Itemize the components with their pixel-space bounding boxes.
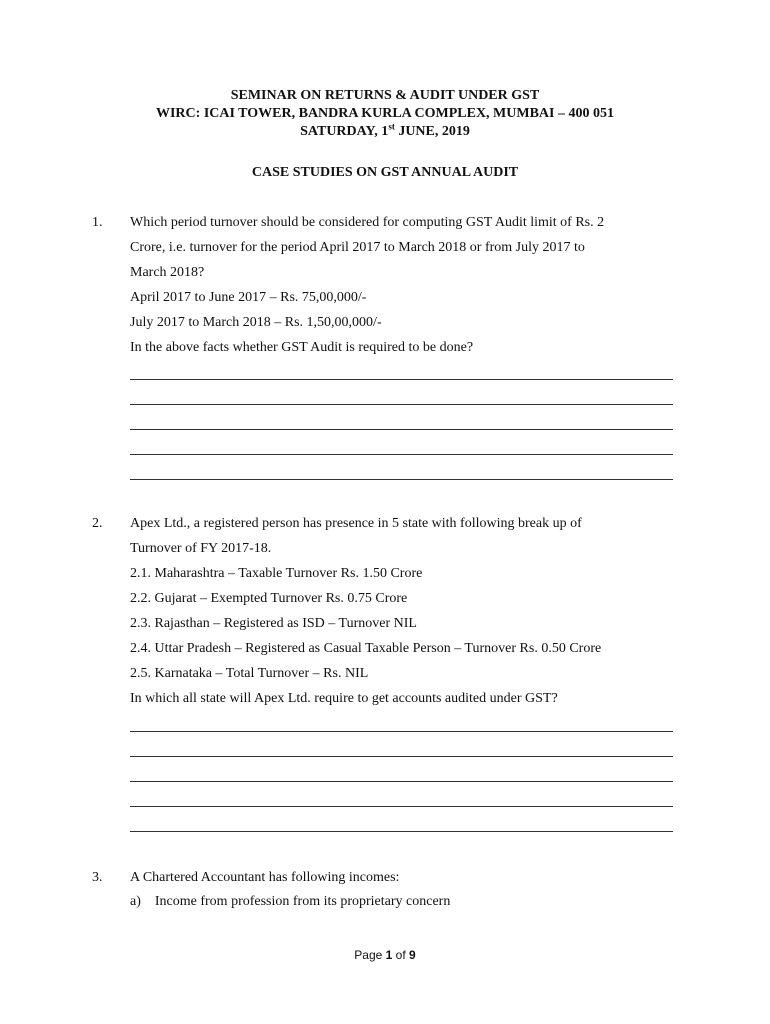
question-1-number: 1. [92, 215, 103, 230]
document-title: CASE STUDIES ON GST ANNUAL AUDIT [251, 165, 519, 180]
current-page: 1 [385, 948, 393, 962]
question-2-item-1: 2.1. Maharashtra – Taxable Turnover Rs. 1.50 Crore [130, 566, 423, 581]
answer-line[interactable] [130, 379, 673, 380]
answer-line[interactable] [130, 404, 673, 405]
total-pages: 9 [409, 948, 416, 962]
answer-line[interactable] [130, 806, 673, 807]
question-2-item-3: 2.3. Rajasthan – Registered as ISD – Turnover NIL [130, 616, 417, 631]
page-of-label: of [392, 948, 410, 962]
question-1-line-1: Which period turnover should be considered for computing GST Audit limit of Rs. 2 [130, 215, 605, 230]
question-1-question: In the above facts whether GST Audit is required to be done? [130, 340, 474, 355]
date-prefix: SATURDAY, 1 [300, 124, 389, 139]
date-ordinal: st [388, 121, 395, 132]
question-2-item-2: 2.2. Gujarat – Exempted Turnover Rs. 0.75 Crore [130, 591, 408, 606]
question-1-line-3: March 2018? [130, 265, 205, 280]
question-3-number: 3. [92, 870, 103, 885]
answer-line[interactable] [130, 429, 673, 430]
question-1-fact-2: July 2017 to March 2018 – Rs. 1,50,00,000/- [130, 315, 382, 330]
page-number [0, 948, 770, 962]
question-1-fact-1: April 2017 to June 2017 – Rs. 75,00,000/- [130, 290, 367, 305]
date-suffix: JUNE, 2019 [394, 124, 470, 139]
page-label: Page [354, 948, 386, 962]
venue-line: WIRC: ICAI TOWER, BANDRA KURLA COMPLEX, MUMBAI – 400 051 [155, 106, 614, 121]
question-2-line-2: Turnover of FY 2017-18. [130, 541, 272, 556]
question-3-line-1: A Chartered Accountant has following incomes: [130, 870, 400, 885]
question-2-item-4: 2.4. Uttar Pradesh – Registered as Casual Taxable Person – Turnover Rs. 0.50 Crore [130, 641, 602, 656]
answer-line[interactable] [130, 781, 673, 782]
question-3-item-a: a) Income from profession from its proprietary concern [130, 894, 451, 909]
answer-line[interactable] [130, 831, 673, 832]
seminar-title: SEMINAR ON RETURNS & AUDIT UNDER GST [230, 88, 540, 103]
answer-line[interactable] [130, 756, 673, 757]
date-line [0, 121, 770, 140]
question-2-question: In which all state will Apex Ltd. require to get accounts audited under GST? [130, 691, 558, 706]
question-2-item-5: 2.5. Karnataka – Total Turnover – Rs. NIL [130, 666, 369, 681]
question-1-line-2: Crore, i.e. turnover for the period April 2017 to March 2018 or from July 2017 to [130, 240, 585, 255]
answer-line[interactable] [130, 479, 673, 480]
question-2-number: 2. [92, 516, 103, 531]
question-2-line-1: Apex Ltd., a registered person has presence in 5 state with following break up of [130, 516, 582, 531]
answer-line[interactable] [130, 454, 673, 455]
answer-line[interactable] [130, 731, 673, 732]
